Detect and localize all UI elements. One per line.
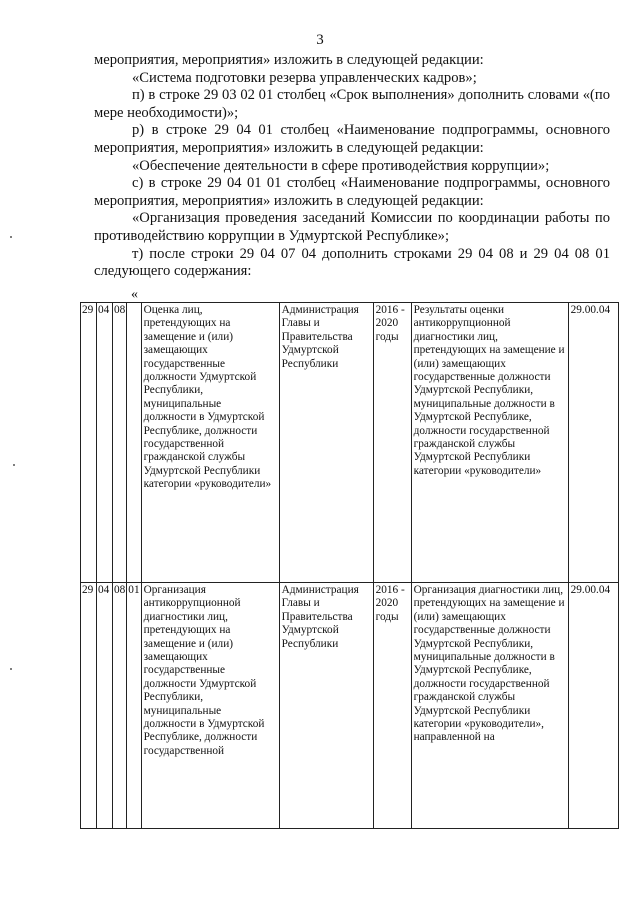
margin-dot [13,464,15,466]
result-cell: Организация диагностики лиц, претендующих на замещение и (или) замещающих государственные должности Удмуртской Республики, муниципальные должности в Удмуртской Республике, должности государственной гражданской службы Удмуртской Республики категории «руководители», направленной на [411,583,568,829]
program-table [80,302,619,829]
paragraph-1: мероприятия, мероприятия» изложить в следующей редакции: [94,52,484,68]
code-cell: 04 [97,303,113,583]
code-cell: 08 [113,303,127,583]
table-row [81,303,619,583]
paragraph-7: «Организация проведения заседаний Комиссии по координации работы по противодействию коррупции в Удмуртской Республике»; [94,210,610,244]
paragraph-4: р) в строке 29 04 01 столбец «Наименование подпрограммы, основного мероприятия, мероприятия» изложить в следующей редакции: [94,122,610,156]
document-body [94,52,610,281]
result-cell: Результаты оценки антикоррупционной диагностики лиц, претендующих на замещение и (или) замещающих государственные должности Удмуртской Республики, муниципальные должности в Удмуртской Республике, должности государственной гражданской службы Удмуртской Республики категории «руководители» [411,303,568,583]
period-cell: 2016 - 2020 годы [373,583,411,829]
link-code-cell: 29.00.04 [568,303,618,583]
page-number: 3 [316,32,324,48]
opening-quote: « [131,287,138,302]
paragraph-6: с) в строке 29 04 01 01 столбец «Наименование подпрограммы, основного мероприятия, мероприятия» изложить в следующей редакции: [94,175,610,209]
margin-dot [10,668,12,670]
executor-cell: Администрация Главы и Правительства Удмуртской Республики [279,303,373,583]
executor-cell: Администрация Главы и Правительства Удмуртской Республики [279,583,373,829]
code-cell [127,303,141,583]
margin-dot [10,236,12,238]
measure-name-cell: Организация антикоррупционной диагностики лиц, претендующих на замещение и (или) замещающих государственные должности Удмуртской Республики, муниципальные должности в Удмуртской Республике, должности государственной [141,583,279,829]
code-cell: 29 [81,303,97,583]
code-cell: 04 [97,583,113,829]
code-cell: 08 [113,583,127,829]
measure-name-cell: Оценка лиц, претендующих на замещение и (или) замещающих государственные должности Удмуртской Республики, муниципальные должности в Удмуртской Республике, должности государственной гражданской службы Удмуртской Республики категории «руководители» [141,303,279,583]
period-cell: 2016 - 2020 годы [373,303,411,583]
code-cell: 29 [81,583,97,829]
link-code-cell: 29.00.04 [568,583,618,829]
paragraph-3: п) в строке 29 03 02 01 столбец «Срок выполнения» дополнить словами «(по мере необходимости)»; [94,87,610,121]
paragraph-2: «Система подготовки резерва управленческих кадров»; [132,69,477,86]
table-row [81,583,619,829]
paragraph-5: «Обеспечение деятельности в сфере противодействия коррупции»; [132,157,550,174]
code-cell: 01 [127,583,141,829]
paragraph-8: т) после строки 29 04 07 04 дополнить строками 29 04 08 и 29 04 08 01 следующего содержания: [94,245,610,280]
